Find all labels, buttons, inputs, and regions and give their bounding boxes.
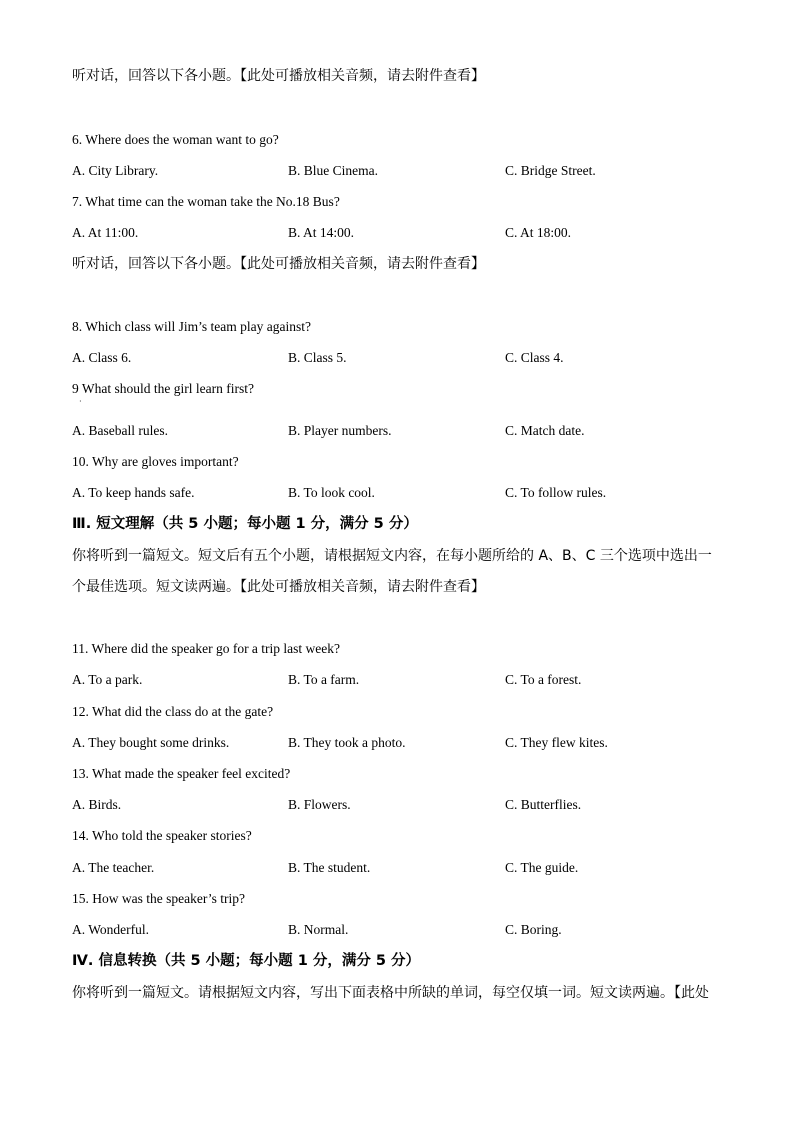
option-11c: C. To a forest. <box>505 672 582 687</box>
option-10c: C. To follow rules. <box>505 485 607 500</box>
option-7c: C. At 18:00. <box>505 225 572 240</box>
question-6: 6. Where does the woman want to go? <box>72 132 279 147</box>
option-15a: A. Wonderful. <box>72 922 150 937</box>
question-12: 12. What did the class do at the gate? <box>72 704 274 719</box>
stray-dot-mark: · <box>79 397 82 406</box>
option-12c: C. They flew kites. <box>505 735 608 750</box>
question-13: 13. What made the speaker feel excited? <box>72 766 291 781</box>
option-13c: C. Butterflies. <box>505 797 582 812</box>
option-7a: A. At 11:00. <box>72 225 139 240</box>
option-10a: A. To keep hands safe. <box>72 485 195 500</box>
question-14: 14. Who told the speaker stories? <box>72 828 252 843</box>
question-11: 11. Where did the speaker go for a trip last week? <box>72 641 341 656</box>
option-9b: B. Player numbers. <box>288 423 392 438</box>
section-instruction-part3-line2: 个最佳选项。短文读两遍。【此处可播放相关音频，请去附件查看】 <box>72 579 485 595</box>
option-10b: B. To look cool. <box>288 485 375 500</box>
option-8c: C. Class 4. <box>505 350 564 365</box>
option-9c: C. Match date. <box>505 423 585 438</box>
option-9a: A. Baseball rules. <box>72 423 168 438</box>
section-heading-part3: Ⅲ. 短文理解（共 5 小题；每小题 1 分，满分 5 分） <box>72 516 418 532</box>
question-9: 9 What should the girl learn first? <box>72 381 254 396</box>
option-12a: A. They bought some drinks. <box>72 735 230 750</box>
option-15b: B. Normal. <box>288 922 349 937</box>
option-13a: A. Birds. <box>72 797 122 812</box>
option-14a: A. The teacher. <box>72 860 155 875</box>
option-14b: B. The student. <box>288 860 371 875</box>
question-15: 15. How was the speaker’s trip? <box>72 891 245 906</box>
option-6c: C. Bridge Street. <box>505 163 596 178</box>
option-7b: B. At 14:00. <box>288 225 355 240</box>
option-14c: C. The guide. <box>505 860 579 875</box>
section-instruction-part3-line1: 你将听到一篇短文。短文后有五个小题，请根据短文内容，在每小题所给的 A、B、C 三个选项中选出一 <box>72 548 712 564</box>
question-10: 10. Why are gloves important? <box>72 454 239 469</box>
option-11b: B. To a farm. <box>288 672 360 687</box>
question-7: 7. What time can the woman take the No.18 Bus? <box>72 194 340 209</box>
dialog-instruction: 听对话，回答以下各小题。【此处可播放相关音频，请去附件查看】 <box>72 256 485 272</box>
option-13b: B. Flowers. <box>288 797 351 812</box>
option-6a: A. City Library. <box>72 163 159 178</box>
section-instruction-part4-line1: 你将听到一篇短文。请根据短文内容，写出下面表格中所缺的单词，每空仅填一词。短文读两遍。【此处 <box>72 985 709 1001</box>
option-6b: B. Blue Cinema. <box>288 163 378 178</box>
option-8b: B. Class 5. <box>288 350 347 365</box>
question-8: 8. Which class will Jim’s team play against? <box>72 319 311 334</box>
option-11a: A. To a park. <box>72 672 143 687</box>
dialog-instruction: 听对话，回答以下各小题。【此处可播放相关音频，请去附件查看】 <box>72 68 485 84</box>
option-12b: B. They took a photo. <box>288 735 406 750</box>
option-8a: A. Class 6. <box>72 350 132 365</box>
option-15c: C. Boring. <box>505 922 562 937</box>
section-heading-part4: Ⅳ. 信息转换（共 5 小题；每小题 1 分，满分 5 分） <box>72 953 421 969</box>
